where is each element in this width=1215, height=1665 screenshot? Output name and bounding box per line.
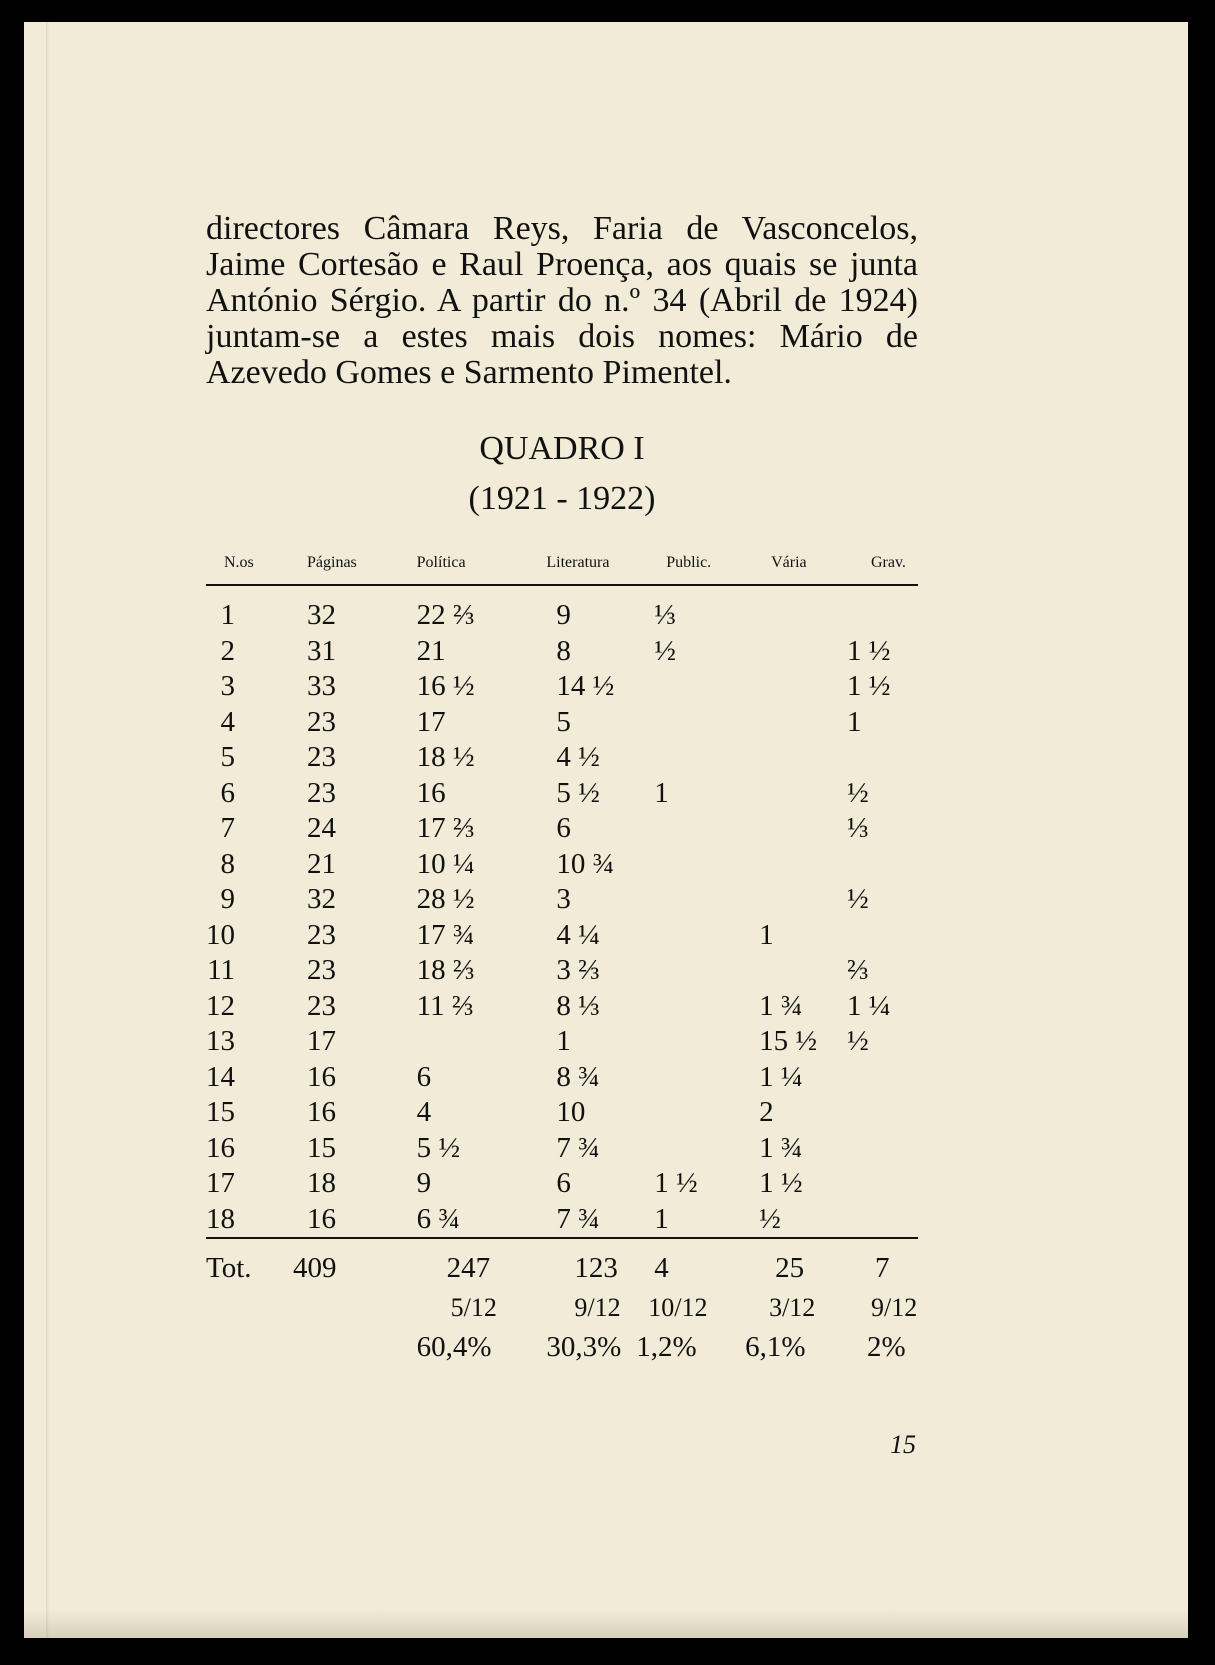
total-cell: 25: [741, 1238, 831, 1291]
table-cell: 9: [220, 883, 235, 915]
table-cell: [741, 634, 831, 670]
table-cell: 5: [556, 705, 571, 738]
table-row: [206, 634, 918, 670]
table-cell: ⅔: [846, 954, 869, 986]
table-cell: 12: [206, 989, 235, 1022]
table-cell: [741, 598, 831, 634]
table-row: [206, 1060, 918, 1096]
table-cell: 17: [206, 1167, 235, 1199]
table-cell: [831, 598, 918, 634]
total-cell: 123: [536, 1238, 636, 1291]
total-cell: 409: [287, 1238, 407, 1291]
table-cell: 17 ⅔: [416, 812, 475, 844]
table-cell: 3: [556, 883, 571, 915]
table-cell: 23: [307, 776, 336, 809]
table-cell: 1 ½: [846, 670, 891, 702]
table-cell: [831, 1060, 918, 1096]
percentage-cell: 60,4%: [416, 1330, 492, 1363]
table-cell: 18: [307, 1167, 336, 1199]
table-cell: [741, 776, 831, 812]
table-cell: ⅓: [654, 599, 677, 631]
table-cell: 24: [307, 812, 336, 844]
table-cell: 16: [307, 1202, 336, 1235]
table-cell: 23: [307, 705, 336, 738]
fractions-row: [206, 1291, 918, 1325]
table-cell: 1 ½: [759, 1167, 803, 1199]
table-cell: 4 ½: [556, 741, 600, 773]
fraction-cell: 10/12: [648, 1293, 708, 1322]
table-cell: 6: [556, 1167, 571, 1199]
table-cell: 9: [556, 599, 571, 631]
table-subtitle: (1921 - 1922): [468, 480, 656, 517]
table-cell: 23: [307, 741, 336, 773]
page-fold: [46, 22, 49, 1638]
table-cell: [636, 1060, 741, 1096]
table-cell: [741, 953, 831, 989]
table-cell: 21: [416, 634, 446, 667]
table-cell: [831, 918, 918, 954]
table-row: [206, 1131, 918, 1167]
table-cell: 8: [556, 634, 571, 667]
table-cell: 32: [307, 883, 336, 915]
fraction-cell: 9/12: [870, 1293, 918, 1322]
column-header: Páginas: [287, 542, 407, 585]
table-cell: 28 ½: [416, 883, 475, 915]
table-cell: 1: [654, 776, 669, 809]
table-cell: ½: [846, 1025, 869, 1057]
table-cell: 22 ⅔: [416, 599, 475, 631]
table-cell: 9: [416, 1167, 432, 1199]
page-number: 15: [890, 1430, 916, 1459]
table-cell: 15: [307, 1131, 336, 1164]
table-cell: ½: [846, 883, 869, 915]
table-cell: [741, 882, 831, 918]
column-header: Política: [407, 542, 537, 585]
table-cell: 6 ¾: [416, 1202, 461, 1235]
table-cell: 10 ¼: [416, 847, 475, 880]
table-cell: 16: [416, 776, 446, 809]
table-cell: 31: [307, 634, 336, 667]
table-cell: [831, 740, 918, 776]
table-cell: 1: [556, 1025, 571, 1057]
table-header-row: [206, 542, 918, 585]
table-cell: [636, 811, 741, 847]
table-row: [206, 1166, 918, 1202]
table-cell: [741, 740, 831, 776]
table-cell: [741, 847, 831, 883]
table-cell: 6: [556, 812, 571, 844]
fraction-cell: 3/12: [769, 1293, 816, 1322]
table-cell: 2: [220, 634, 235, 667]
table-cell: 1 ¾: [759, 989, 803, 1022]
table-cell: 6: [416, 1060, 432, 1093]
percentages-row: [206, 1325, 918, 1369]
percentage-cell: 30,3%: [546, 1330, 622, 1363]
table-row: [206, 1202, 918, 1239]
table-cell: 16: [307, 1060, 336, 1093]
table-cell: 17: [307, 1025, 336, 1057]
table-cell: 6: [220, 776, 235, 809]
table-cell: 10: [206, 918, 235, 951]
table-cell: [636, 1024, 741, 1060]
table-cell: 1: [759, 918, 774, 951]
table-cell: 18: [206, 1202, 235, 1235]
table-row: [206, 776, 918, 812]
table-cell: [636, 882, 741, 918]
table-cell: [831, 847, 918, 883]
table-cell: 1: [220, 599, 235, 631]
table-cell: 16: [206, 1131, 235, 1164]
table-cell: 1: [654, 1202, 669, 1235]
table-row: [206, 669, 918, 705]
table-cell: 18 ½: [416, 741, 475, 773]
table-cell: [741, 705, 831, 741]
table-row: [206, 989, 918, 1025]
column-header: Public.: [636, 542, 741, 585]
table-cell: 16: [307, 1096, 336, 1128]
table-cell: 14 ½: [556, 670, 615, 702]
table-cell: 1 ¼: [759, 1060, 803, 1093]
table-cell: [636, 989, 741, 1025]
document-page: [24, 22, 1188, 1638]
table-cell: 23: [307, 918, 336, 951]
table-cell: 7 ¾: [556, 1202, 600, 1235]
table-cell: [636, 953, 741, 989]
table-row: [206, 705, 918, 741]
table-cell: [741, 811, 831, 847]
table-row: [206, 918, 918, 954]
column-header: Vária: [741, 542, 831, 585]
table-cell: 7: [220, 812, 235, 844]
table-cell: 15 ½: [759, 1025, 818, 1057]
table-cell: [636, 1095, 741, 1131]
table-cell: 4 ¼: [556, 918, 600, 951]
table-cell: 21: [307, 847, 336, 880]
percentage-cell: 6,1%: [745, 1330, 806, 1363]
total-cell: Tot.: [206, 1238, 287, 1291]
table-cell: [636, 740, 741, 776]
totals-row: [206, 1238, 918, 1291]
table-cell: [831, 1202, 918, 1239]
table-cell: ½: [759, 1202, 781, 1235]
percentage-cell: 1,2%: [636, 1330, 697, 1363]
table-cell: [636, 847, 741, 883]
table-cell: 17: [416, 705, 446, 738]
table-cell: 1: [846, 705, 862, 738]
table-cell: 4: [416, 1096, 432, 1128]
table-cell: 10: [556, 1096, 586, 1128]
table-cell: [636, 1131, 741, 1167]
table-cell: 17 ¾: [416, 918, 475, 951]
column-header: Literatura: [536, 542, 636, 585]
table-cell: [741, 669, 831, 705]
table-cell: 5 ½: [416, 1131, 461, 1164]
table-cell: 15: [206, 1096, 235, 1128]
data-table: [206, 542, 918, 1369]
table-cell: 13: [206, 1025, 235, 1057]
table-cell: 1 ¼: [846, 989, 891, 1022]
table-cell: [831, 1166, 918, 1202]
table-body: [206, 585, 918, 1238]
table-cell: [636, 705, 741, 741]
table-cell: 8 ⅓: [556, 989, 600, 1022]
table-cell: 18 ⅔: [416, 954, 475, 986]
table-row: [206, 882, 918, 918]
page-edge-shadow: [24, 1610, 1188, 1638]
table-row: [206, 847, 918, 883]
table-cell: 5: [220, 741, 235, 773]
table-cell: 4: [220, 705, 235, 738]
table-cell: 33: [307, 670, 336, 702]
table-cell: ⅓: [846, 812, 869, 844]
table-cell: ½: [654, 634, 677, 667]
table-cell: [831, 1095, 918, 1131]
total-cell: 7: [831, 1238, 918, 1291]
table-cell: 3 ⅔: [556, 954, 600, 986]
fraction-cell: 9/12: [574, 1293, 621, 1322]
table-cell: ½: [846, 776, 869, 809]
table-cell: 1 ¾: [759, 1131, 803, 1164]
table-row: [206, 1024, 918, 1060]
table-cell: 7 ¾: [556, 1131, 600, 1164]
total-cell: 4: [636, 1238, 741, 1291]
column-header: Grav.: [831, 542, 918, 585]
table-title: QUADRO I: [479, 430, 645, 467]
table-cell: 1 ½: [846, 634, 891, 667]
table-row: [206, 1095, 918, 1131]
table-cell: 2: [759, 1096, 774, 1128]
table-cell: [831, 1131, 918, 1167]
table-cell: 11: [207, 954, 235, 986]
column-header: N.os: [206, 542, 287, 585]
table-cell: 10 ¾: [556, 847, 615, 880]
table-cell: 32: [307, 599, 336, 631]
table-cell: 8 ¾: [556, 1060, 600, 1093]
table-row: [206, 598, 918, 634]
body-paragraph: directores Câmara Reys, Faria de Vasconcelos, Jaime Cortesão e Raul Proença, aos quais se junta António Sérgio. A partir do n.º 34 (Abril de 1924) juntam-se a estes mais dois nomes: Mário de Azevedo Gomes e Sarmento Pimentel.: [206, 210, 918, 391]
total-cell: 247: [407, 1238, 537, 1291]
table-cell: [636, 669, 741, 705]
table-cell: 16 ½: [416, 670, 475, 702]
table-cell: [636, 918, 741, 954]
table-cell: 23: [307, 954, 336, 986]
table-row: [206, 953, 918, 989]
table-cell: 5 ½: [556, 776, 600, 809]
table-row: [206, 740, 918, 776]
table-cell: 3: [220, 670, 235, 702]
table-cell: 23: [307, 989, 336, 1022]
table-row: [206, 811, 918, 847]
table-cell: 11 ⅔: [416, 989, 474, 1022]
table-cell: 1 ½: [654, 1167, 698, 1199]
table-cell: [407, 1024, 537, 1060]
table-cell: 14: [206, 1060, 235, 1093]
fraction-cell: 5/12: [450, 1293, 497, 1322]
table-cell: 8: [220, 847, 235, 880]
percentage-cell: 2%: [866, 1330, 906, 1363]
